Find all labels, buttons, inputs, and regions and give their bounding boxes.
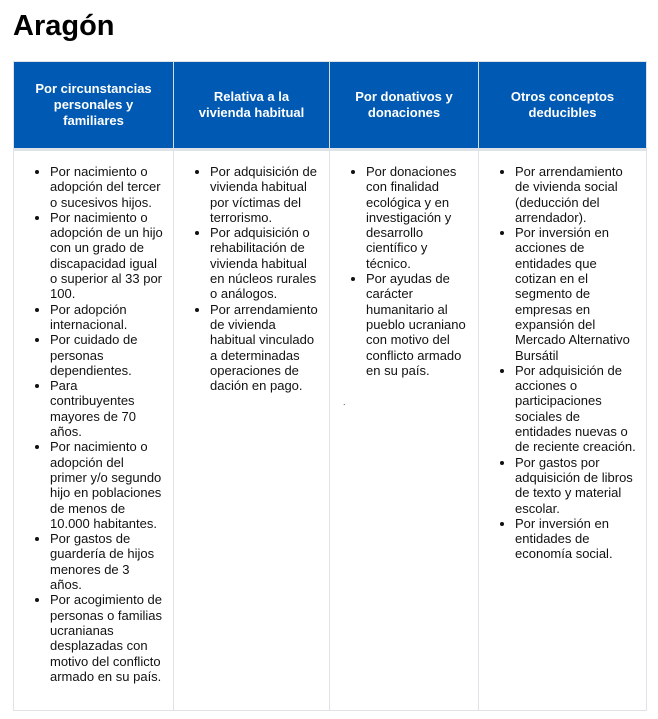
deduction-list bbox=[487, 164, 636, 562]
list-item: • Por ayudas de carácter humanitario al pueblo ucraniano con motivo del conflicto armado en su país. bbox=[366, 271, 468, 378]
table-header-row bbox=[14, 62, 647, 150]
list-item: • Por nacimiento o adopción del tercer o sucesivos hijos. bbox=[50, 164, 163, 210]
trailing-text: . bbox=[343, 397, 346, 408]
list-item: • Por adquisición de acciones o participaciones sociales de entidades nuevas o de reciente creación. bbox=[515, 363, 636, 455]
cell-otros-conceptos bbox=[479, 150, 647, 711]
list-item: • Por nacimiento o adopción de un hijo con un grado de discapacidad igual o superior al 33 por 100. bbox=[50, 210, 163, 302]
list-item: • Por nacimiento o adopción del primer y/o segundo hijo en poblaciones de menos de 10.000 habitantes. bbox=[50, 439, 163, 531]
list-item: • Por acogimiento de personas o familias ucranianas desplazadas con motivo del conflicto armado en su país. bbox=[50, 592, 163, 684]
list-item: • Por arrendamiento de vivienda habitual vinculado a determinadas operaciones de dación en pago. bbox=[210, 302, 319, 394]
list-item: • Por adopción internacional. bbox=[50, 302, 163, 333]
list-item: • Por adquisición o rehabilitación de vivienda habitual en núcleos rurales o análogos. bbox=[210, 225, 319, 301]
header-donativos: Por donativos y donaciones bbox=[330, 62, 479, 150]
cell-circunstancias-personales bbox=[14, 150, 174, 711]
deduction-list bbox=[338, 164, 468, 378]
header-otros-conceptos: Otros conceptos deducibles bbox=[479, 62, 647, 150]
list-item: • Para contribuyentes mayores de 70 años. bbox=[50, 378, 163, 439]
header-circunstancias-personales: Por circunstancias personales y familiares bbox=[14, 62, 174, 150]
cell-vivienda-habitual bbox=[174, 150, 330, 711]
list-item: • Por donaciones con finalidad ecológica y en investigación y desarrollo científico y técnico. bbox=[366, 164, 468, 271]
list-item: • Por cuidado de personas dependientes. bbox=[50, 332, 163, 378]
header-vivienda-habitual: Relativa a la vivienda habitual bbox=[174, 62, 330, 150]
list-item: • Por inversión en acciones de entidades que cotizan en el segmento de empresas en expansión del Mercado Alternativo Bursátil bbox=[515, 225, 636, 363]
list-item: • Por arrendamiento de vivienda social (deducción del arrendador). bbox=[515, 164, 636, 225]
deductions-table bbox=[13, 61, 647, 711]
table-row bbox=[14, 150, 647, 711]
list-item: • Por inversión en entidades de economía social. bbox=[515, 516, 636, 562]
deduction-list bbox=[22, 164, 163, 684]
deduction-list bbox=[182, 164, 319, 393]
cell-donativos bbox=[330, 150, 479, 711]
page-title: Aragón bbox=[13, 10, 115, 42]
list-item: • Por gastos por adquisición de libros de texto y material escolar. bbox=[515, 455, 636, 516]
list-item: • Por gastos de guardería de hijos menores de 3 años. bbox=[50, 531, 163, 592]
list-item: • Por adquisición de vivienda habitual por víctimas del terrorismo. bbox=[210, 164, 319, 225]
